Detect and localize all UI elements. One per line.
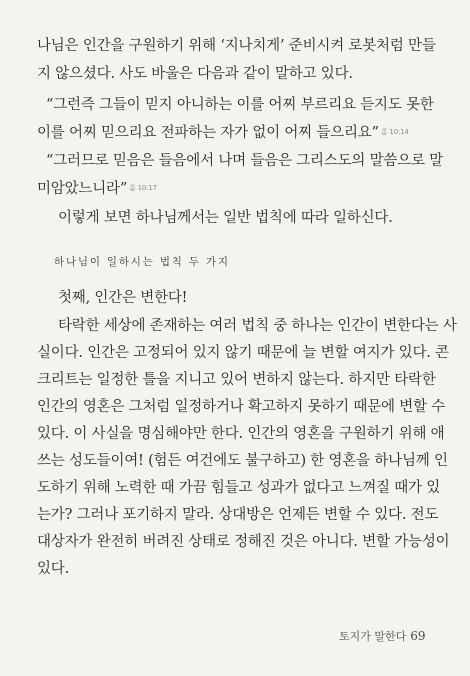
body-line: 있다.: [37, 561, 70, 577]
body-line: 실이다. 인간은 고정되어 있지 않기 때문에 늘 변할 여지가 있다. 콘: [37, 345, 449, 361]
body-line: 대상자가 완전히 버려진 상태로 정해진 것은 아니다. 변할 가능성이: [37, 534, 450, 550]
quote-line: “그런즉 그들이 믿지 아니하는 이를 어찌 부르리요 듣지도 못한: [46, 97, 434, 113]
quote-line: [37, 178, 157, 199]
section-title: 하나님이 일하시는 법칙 두 가지: [54, 256, 230, 268]
page-number: 69: [410, 629, 426, 643]
body-line: 있다. 이 사실을 명심해야만 한다. 인간의 영혼을 구원하기 위해 애: [37, 426, 445, 442]
body-line: 지 않으셨다. 사도 바울은 다음과 같이 말하고 있다.: [37, 66, 353, 82]
body-line: 는가? 그러나 포기하지 말라. 상대방은 언제든 변할 수 있다. 전도: [37, 507, 439, 523]
body-line: 쓰는 성도들이여! (험든 여건에도 불구하고) 한 영혼을 하나님께 인: [37, 453, 448, 469]
bible-reference: 롬 10:17: [129, 184, 157, 192]
point-heading: 첫째, 인간은 변한다!: [58, 290, 188, 306]
body-line: 타락한 세상에 존재하는 여러 법칙 중 하나는 인간이 변한다는 사: [58, 318, 457, 334]
body-line: 이렇게 보면 하나님께서는 일반 법칙에 따라 일하신다.: [58, 210, 393, 226]
page-footer: [339, 628, 426, 644]
running-title: 토지가 말한다: [339, 630, 407, 643]
quote-text: 미암았느니라”: [37, 181, 128, 197]
body-line: 도하기 위해 노력한 때 가끔 힘들고 성과가 없다고 느껴질 때가 있: [37, 480, 441, 496]
quote-line: “그러므로 믿음은 들음에서 나며 들음은 그리스도의 말씀으로 말: [46, 153, 444, 169]
bible-reference: 롬 10:14: [380, 128, 409, 136]
body-line: 인간의 영혼은 그처럼 일정하거나 확고하지 못하기 때문에 변할 수: [37, 399, 446, 415]
quote-text: 이를 어찌 믿으리요 전파하는 자가 없이 어찌 들으리요”: [37, 125, 379, 141]
body-line: 크리트는 일정한 틀을 지니고 있어 변하지 않는다. 하지만 타락한: [37, 372, 436, 388]
quote-line: [37, 122, 409, 143]
body-line: 나님은 인간을 구원하기 위해 ‘지나치게’ 준비시켜 로봇처럼 만들: [37, 38, 436, 54]
